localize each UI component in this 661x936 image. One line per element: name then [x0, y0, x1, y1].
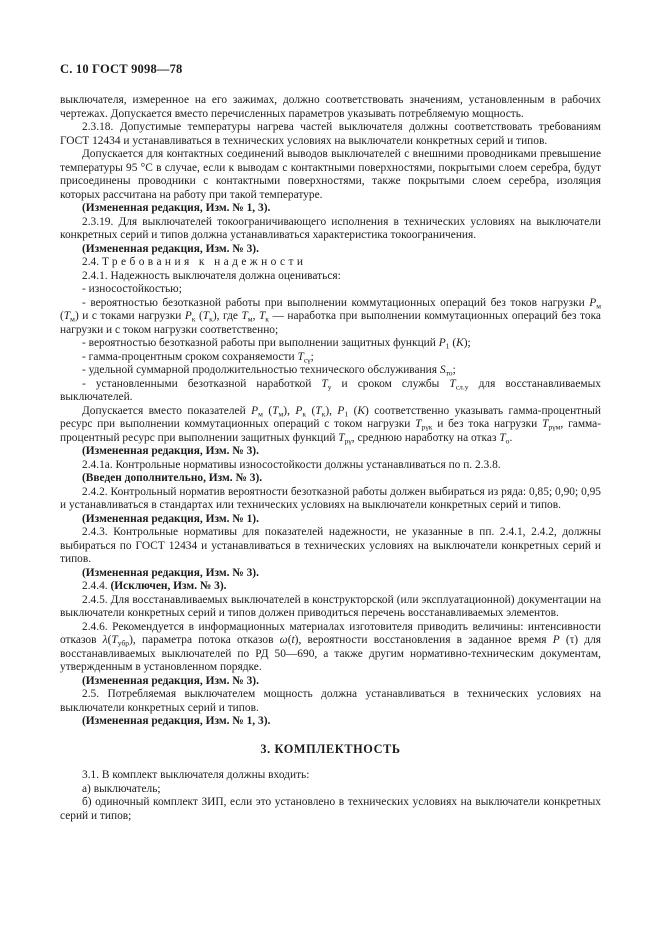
text-run: (Исключен, Изм. № 3).: [110, 580, 227, 592]
text-run: ;: [310, 350, 314, 363]
text-run: 2.4.5. Для восстанавливаемых выключателей в конструкторской (или эксплуатационной) документации на выключатели конкретных серий и типов должен приводиться перечень восстанавливаемых элементов.: [60, 593, 601, 619]
subscript: м: [70, 314, 75, 324]
variable: Р: [295, 404, 303, 417]
text-run: 2.4.4.: [82, 580, 111, 592]
variable: Т: [449, 377, 456, 390]
text-run: и сроком службы: [331, 377, 450, 390]
amendment-note: [60, 675, 601, 689]
text-run: 2.4.: [82, 256, 102, 268]
text-run: ), вероятности восстановления в заданное время: [294, 634, 553, 646]
subscript: к: [209, 314, 213, 324]
text-run: (: [262, 404, 273, 417]
variable: S: [439, 364, 446, 376]
subscript: м: [258, 409, 263, 418]
paragraph: [60, 94, 601, 121]
text-run: (Измененная редакция, Изм. № 1).: [82, 512, 259, 525]
paragraph: [60, 688, 601, 715]
text-run: (: [306, 404, 316, 417]
amendment-note: [60, 445, 601, 459]
variable: К: [357, 404, 365, 417]
amendment-note: [60, 472, 601, 486]
paragraph: [60, 796, 601, 823]
text-run: - вероятностью безотказной работы при выполнении защитных функций: [82, 337, 439, 349]
text-run: выключателя, измеренное на его зажимах, должно соответствовать значениям, установленным в рабочих чертежах. Допускается вместо перечисленных параметров указывать потребляемую мощность.: [60, 94, 601, 120]
text-run: (Измененная редакция, Изм. № 3).: [82, 566, 259, 579]
text-run: — наработка при выполнении коммутационных операций без тока нагрузки и с током нагрузки соответственно;: [60, 310, 601, 336]
subscript: 1: [445, 341, 450, 351]
paragraph: [60, 378, 601, 405]
text-run: 3.1. В комплект выключателя должны входить:: [82, 769, 310, 781]
variable: Т: [297, 350, 304, 363]
text-run: (: [287, 634, 292, 646]
text-run: , среднюю наработку на отказ: [351, 431, 500, 444]
text-run: ), где: [212, 310, 242, 322]
text-run: .: [509, 431, 513, 444]
text-run: - установленными безотказной наработкой: [82, 377, 322, 390]
subscript: м: [247, 314, 253, 324]
text-run: 2.3.19. Для выключателей токоограничивающего исполнения в технических условиях на выключатели конкретных серий и типов должна устанавливаться характеристика токоограничения.: [60, 215, 601, 241]
text-run: (Введен дополнительно, Изм. № 3).: [82, 472, 263, 484]
subscript: м: [278, 409, 284, 418]
paragraph: [60, 580, 601, 594]
paragraph: [60, 351, 601, 365]
paragraph: [60, 148, 601, 202]
paragraph: [60, 283, 601, 297]
text-run: 2.5. Потребляемая выключателем мощность должна устанавливаться в технических условиях на выключатели конкретных серий и типов.: [60, 688, 601, 714]
text-run: - износостойкостью;: [82, 283, 182, 295]
text-run: - удельной суммарной продолжительностью технического обслуживания: [82, 364, 440, 376]
paragraph: [60, 769, 601, 783]
text-run: 3. КОМПЛЕКТНОСТЬ: [260, 741, 401, 756]
variable: Т: [321, 377, 328, 390]
text-run: и без тока нагрузки: [432, 418, 543, 430]
text-run: ) соответственно указывать гамма-процентный ресурс при выполнении коммутационных операций с током нагрузки: [60, 404, 601, 430]
subscript: о: [505, 436, 510, 445]
document-body: [60, 94, 601, 823]
variable: Т: [415, 418, 422, 430]
variable: Т: [258, 310, 266, 322]
text-run: 2.3.18. Допустимые температуры нагрева частей выключателя должны соответствовать требованиям ГОСТ 12434 и устанавливаться в технических условиях на выключатели конкретных серий и типов.: [60, 121, 601, 147]
text-run: б) одиночный комплект ЗИП, если это установлено в технических условиях на выключатели конкретных серий и типов;: [60, 796, 601, 822]
text-run: Допускается для контактных соединений выводов выключателей с внешними проводниками превышение температуры 95 °С в случае, если к выводам с контактными поверхностями, покрытыми слоем серебра, будут присоединены проводники с контактными поверхностями, также покрытыми слоем серебра, изоляция которых рассчитана на работу при такой температуре.: [60, 148, 601, 201]
variable: Р: [589, 296, 597, 309]
page-header-running-title: С. 10 ГОСТ 9098—78: [60, 62, 183, 76]
variable: Т: [542, 418, 549, 430]
text-run: ),: [325, 404, 338, 417]
text-run: (τ) для восстанавливаемых выключателей по РД 50—690, а также другим нормативно-техническим документам, утвержденным в установленном порядке.: [60, 634, 602, 673]
text-run: 2.4.3. Контрольные нормативы для показателей надежности, не указанные в пп. 2.4.1, 2.4.2, должны выбираться по ГОСТ 12434 и устанавливаться в технических условиях на выключатели конкретных серий и типов.: [60, 526, 601, 565]
text-run: - гамма-процентным сроком сохраняемости: [82, 350, 298, 363]
variable: Р: [337, 404, 345, 417]
text-run: ;: [452, 364, 456, 376]
text-run: 2.4.6. Рекомендуется в информационных материалах изготовителя приводить величины: интенсивности отказов: [60, 620, 601, 646]
text-run: (: [449, 337, 457, 349]
variable: Т: [272, 404, 279, 417]
text-run: (: [195, 310, 203, 322]
variable: Р: [438, 337, 446, 349]
text-run: Допускается вместо показателей: [82, 404, 252, 417]
variable: Т: [111, 634, 118, 646]
amendment-note: [60, 715, 601, 729]
text-run: 2.4.1. Надежность выключателя должна оцениваться:: [82, 269, 341, 282]
text-run: ,: [252, 310, 259, 322]
text-run: ) и с токами нагрузки: [74, 310, 185, 322]
text-run: (Измененная редакция, Изм. № 3).: [82, 674, 259, 687]
variable: Т: [499, 431, 506, 444]
text-run: а) выключатель;: [82, 782, 161, 795]
paragraph: [60, 783, 601, 797]
subscript: рγм: [548, 422, 561, 432]
text-run: (Измененная редакция, Изм. № 1, 3).: [82, 202, 271, 214]
text-run: (: [60, 310, 64, 322]
text-run: (Измененная редакция, Изм. № 3).: [82, 242, 259, 255]
variable: Р: [184, 310, 192, 322]
text-run: ), параметра потока отказов: [129, 634, 280, 646]
subscript: убр: [117, 638, 130, 648]
paragraph: [60, 405, 601, 446]
paragraph: [60, 364, 601, 378]
text-run: (: [107, 634, 112, 646]
text-run: для восстанавливаемых выключателей.: [60, 377, 601, 403]
text-run: 2.4.2. Контрольный норматив вероятности безотказной работы должен выбираться из ряда: 0,85; 0,90; 0,95 и устанавливаться в стандартах или технических условиях на выключатели конкретных серий и типов.: [60, 485, 601, 511]
paragraph: [60, 337, 601, 351]
amendment-note: [60, 567, 601, 581]
variable: Т: [202, 310, 210, 322]
paragraph: [60, 256, 601, 270]
variable: ω: [279, 634, 288, 646]
text-run: , гамма-процентный ресурс при выполнении защитных функций: [60, 418, 601, 444]
subscript: то: [445, 368, 453, 378]
variable: Т: [315, 404, 322, 417]
paragraph: [60, 621, 601, 675]
variable: Т: [241, 310, 248, 322]
amendment-note: [60, 513, 601, 527]
variable: Т: [338, 431, 345, 444]
variable: Т: [63, 310, 71, 322]
amendment-note: [60, 202, 601, 216]
subscript: к: [191, 314, 196, 324]
paragraph: [60, 270, 601, 284]
paragraph: [60, 486, 601, 513]
subscript: 1: [344, 409, 349, 418]
text-run: 2.4.1а. Контрольные нормативы износостойкости должны устанавливаться по п. 2.3.8.: [82, 458, 501, 471]
variable: Р: [552, 634, 560, 646]
section-heading: [60, 743, 601, 757]
text-run: (: [348, 404, 358, 417]
paragraph: [60, 594, 601, 621]
paragraph: [60, 216, 601, 243]
amendment-note: [60, 243, 601, 257]
text-run: Требования к надежности: [101, 256, 307, 268]
text-run: - вероятностью безотказной работы при выполнении коммутационных операций без токов нагрузки: [82, 296, 590, 309]
paragraph: [60, 121, 601, 148]
subscript: к: [302, 409, 307, 418]
paragraph: [60, 297, 601, 338]
paragraph: [60, 526, 601, 567]
text-run: (Измененная редакция, Изм. № 3).: [82, 445, 259, 457]
variable: К: [456, 337, 464, 349]
variable: t: [291, 634, 295, 646]
variable: Р: [251, 404, 259, 417]
subscript: у: [327, 382, 332, 391]
variable: λ: [102, 634, 108, 646]
paragraph: [60, 459, 601, 473]
subscript: сγ: [303, 355, 311, 364]
subscript: рγ: [344, 436, 352, 445]
text-run: (Измененная редакция, Изм. № 1, 3).: [82, 715, 271, 727]
text-run: ),: [283, 404, 296, 417]
text-run: );: [463, 337, 471, 349]
subscript: к: [265, 314, 269, 324]
subscript: м: [596, 301, 601, 310]
subscript: сл.у: [455, 382, 469, 391]
subscript: рγк: [421, 422, 433, 432]
subscript: к: [321, 409, 326, 418]
